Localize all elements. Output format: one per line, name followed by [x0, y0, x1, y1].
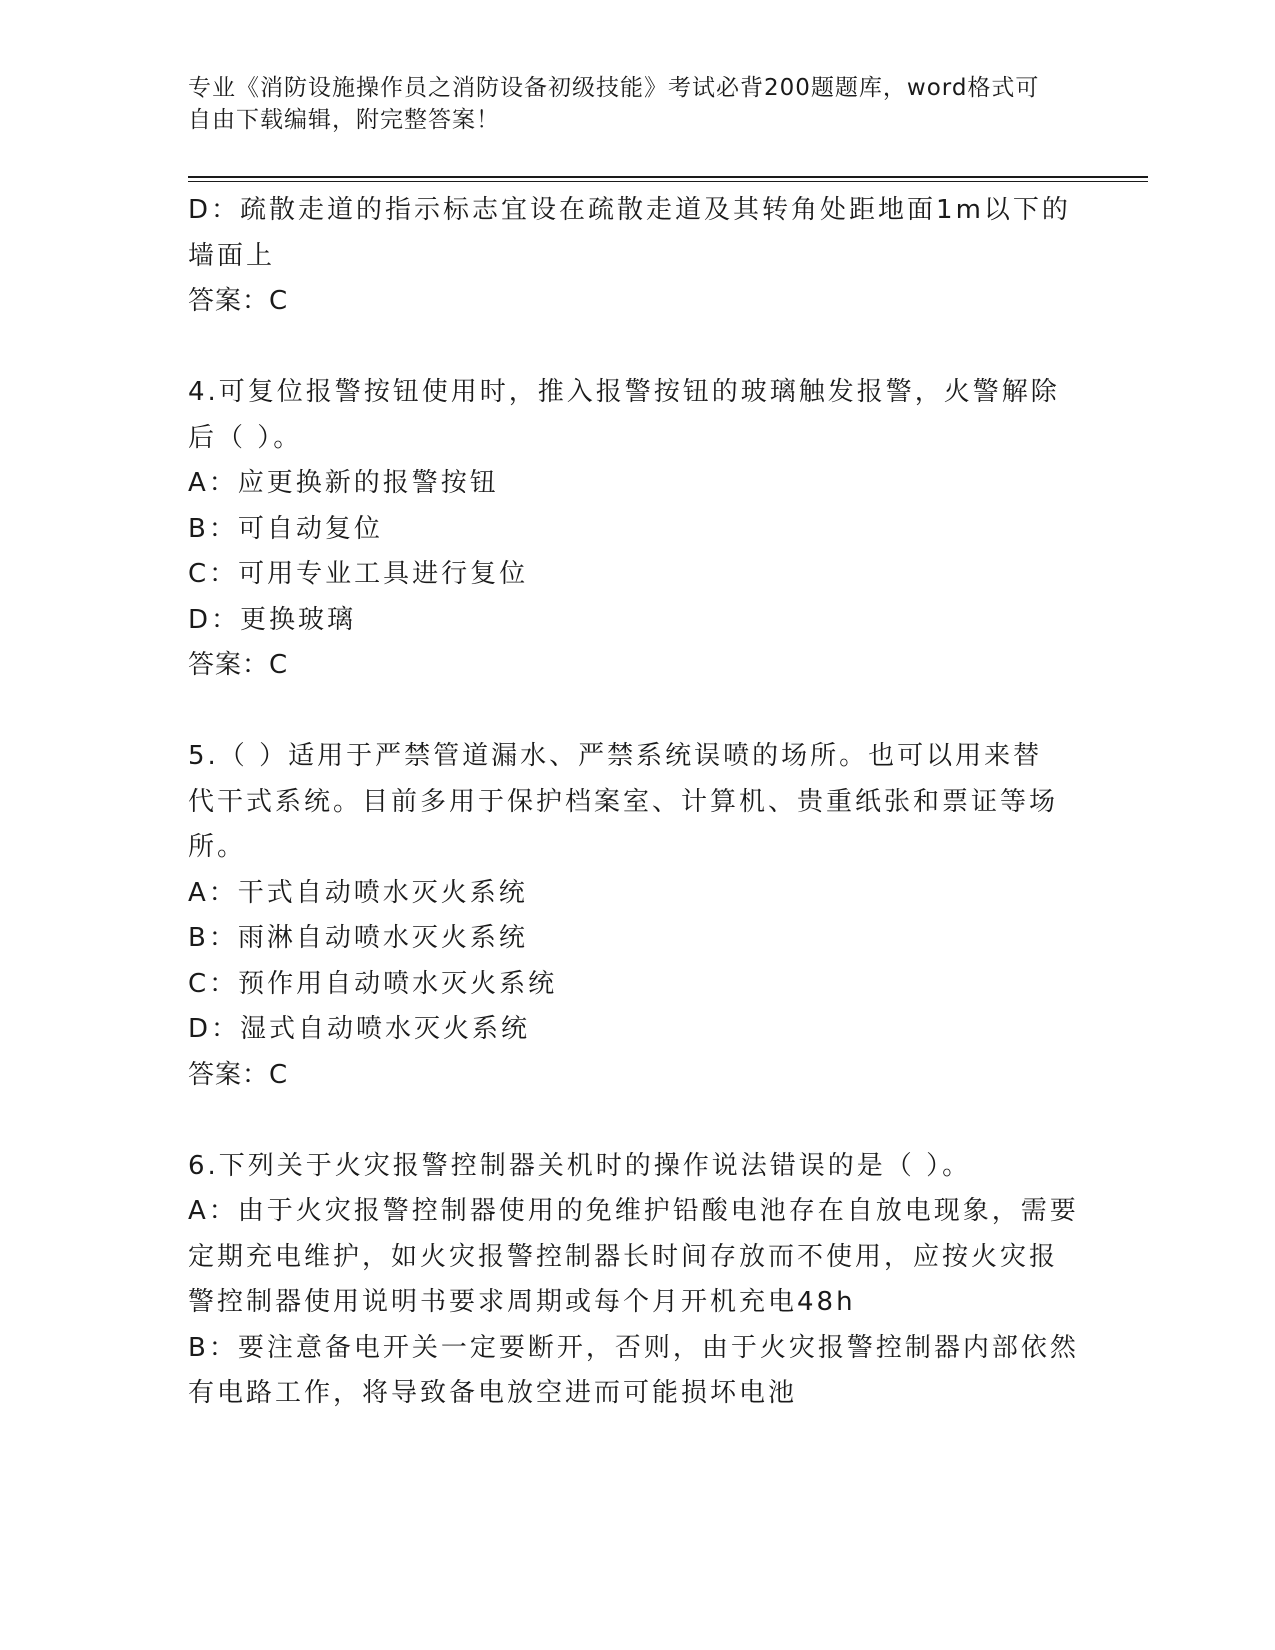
header-divider-thin — [188, 181, 1148, 182]
question-spacer — [188, 325, 1083, 371]
option-d: D：湿式自动喷水灭火系统 — [188, 1014, 531, 1044]
question-6 — [188, 1144, 1083, 1417]
question-stem-line-2: 后（ ）。 — [188, 422, 303, 453]
option-b-line-1: B：要注意备电开关一定要断开，否则，由于火灾报警控制器内部依然 — [188, 1332, 1079, 1363]
question-stem-line-1: 6.下列关于火灾报警控制器关机时的操作说法错误的是（ ）。 — [188, 1150, 972, 1181]
question-stem-line-1: 4.可复位报警按钮使用时，推入报警按钮的玻璃触发报警，火警解除 — [188, 377, 1060, 407]
option-b-line-2: 有电路工作，将导致备电放空进而可能损坏电池 — [188, 1378, 798, 1408]
option-a-line-3: 警控制器使用说明书要求周期或每个月开机充电48h — [188, 1287, 856, 1317]
option-c: C：可用专业工具进行复位 — [188, 559, 529, 589]
question-list — [188, 188, 1083, 1417]
question-stem-line-3: 所。 — [188, 832, 247, 862]
question-3-tail — [188, 188, 1083, 325]
header-title-line-1: 专业《消防设施操作员之消防设备初级技能》考试必背200题题库，word格式可 — [188, 75, 1040, 101]
question-spacer — [188, 1098, 1083, 1144]
option-a-line-2: 定期充电维护，如火灾报警控制器长时间存放而不使用，应按火灾报 — [188, 1241, 1059, 1272]
answer-line: 答案：C — [188, 1059, 289, 1090]
option-a: A：干式自动喷水灭火系统 — [188, 877, 528, 908]
question-spacer — [188, 689, 1083, 735]
option-a-line-1: A：由于火灾报警控制器使用的免维护铅酸电池存在自放电现象，需要 — [188, 1196, 1079, 1226]
question-stem-line-1: 5.（ ）适用于严禁管道漏水、严禁系统误喷的场所。也可以用来替 — [188, 741, 1043, 771]
option-b: B：可自动复位 — [188, 513, 383, 544]
question-stem-line-2: 代干式系统。目前多用于保护档案室、计算机、贵重纸张和票证等场 — [188, 786, 1059, 817]
answer-line: 答案：C — [188, 650, 289, 680]
header-divider-thick — [188, 176, 1148, 178]
question-4 — [188, 370, 1083, 689]
option-a: A：应更换新的报警按钮 — [188, 468, 499, 498]
option-d-line-1: D：疏散走道的指示标志宜设在疏散走道及其转角处距地面1m以下的 — [188, 195, 1071, 225]
header-title-line-2: 自由下载编辑，附完整答案！ — [188, 107, 500, 133]
page-header — [188, 72, 1068, 136]
question-5 — [188, 734, 1083, 1098]
option-c: C：预作用自动喷水灭火系统 — [188, 968, 558, 999]
answer-line: 答案：C — [188, 286, 289, 316]
option-d-line-2: 墙面上 — [188, 240, 276, 271]
option-d: D：更换玻璃 — [188, 604, 357, 635]
option-b: B：雨淋自动喷水灭火系统 — [188, 923, 528, 953]
